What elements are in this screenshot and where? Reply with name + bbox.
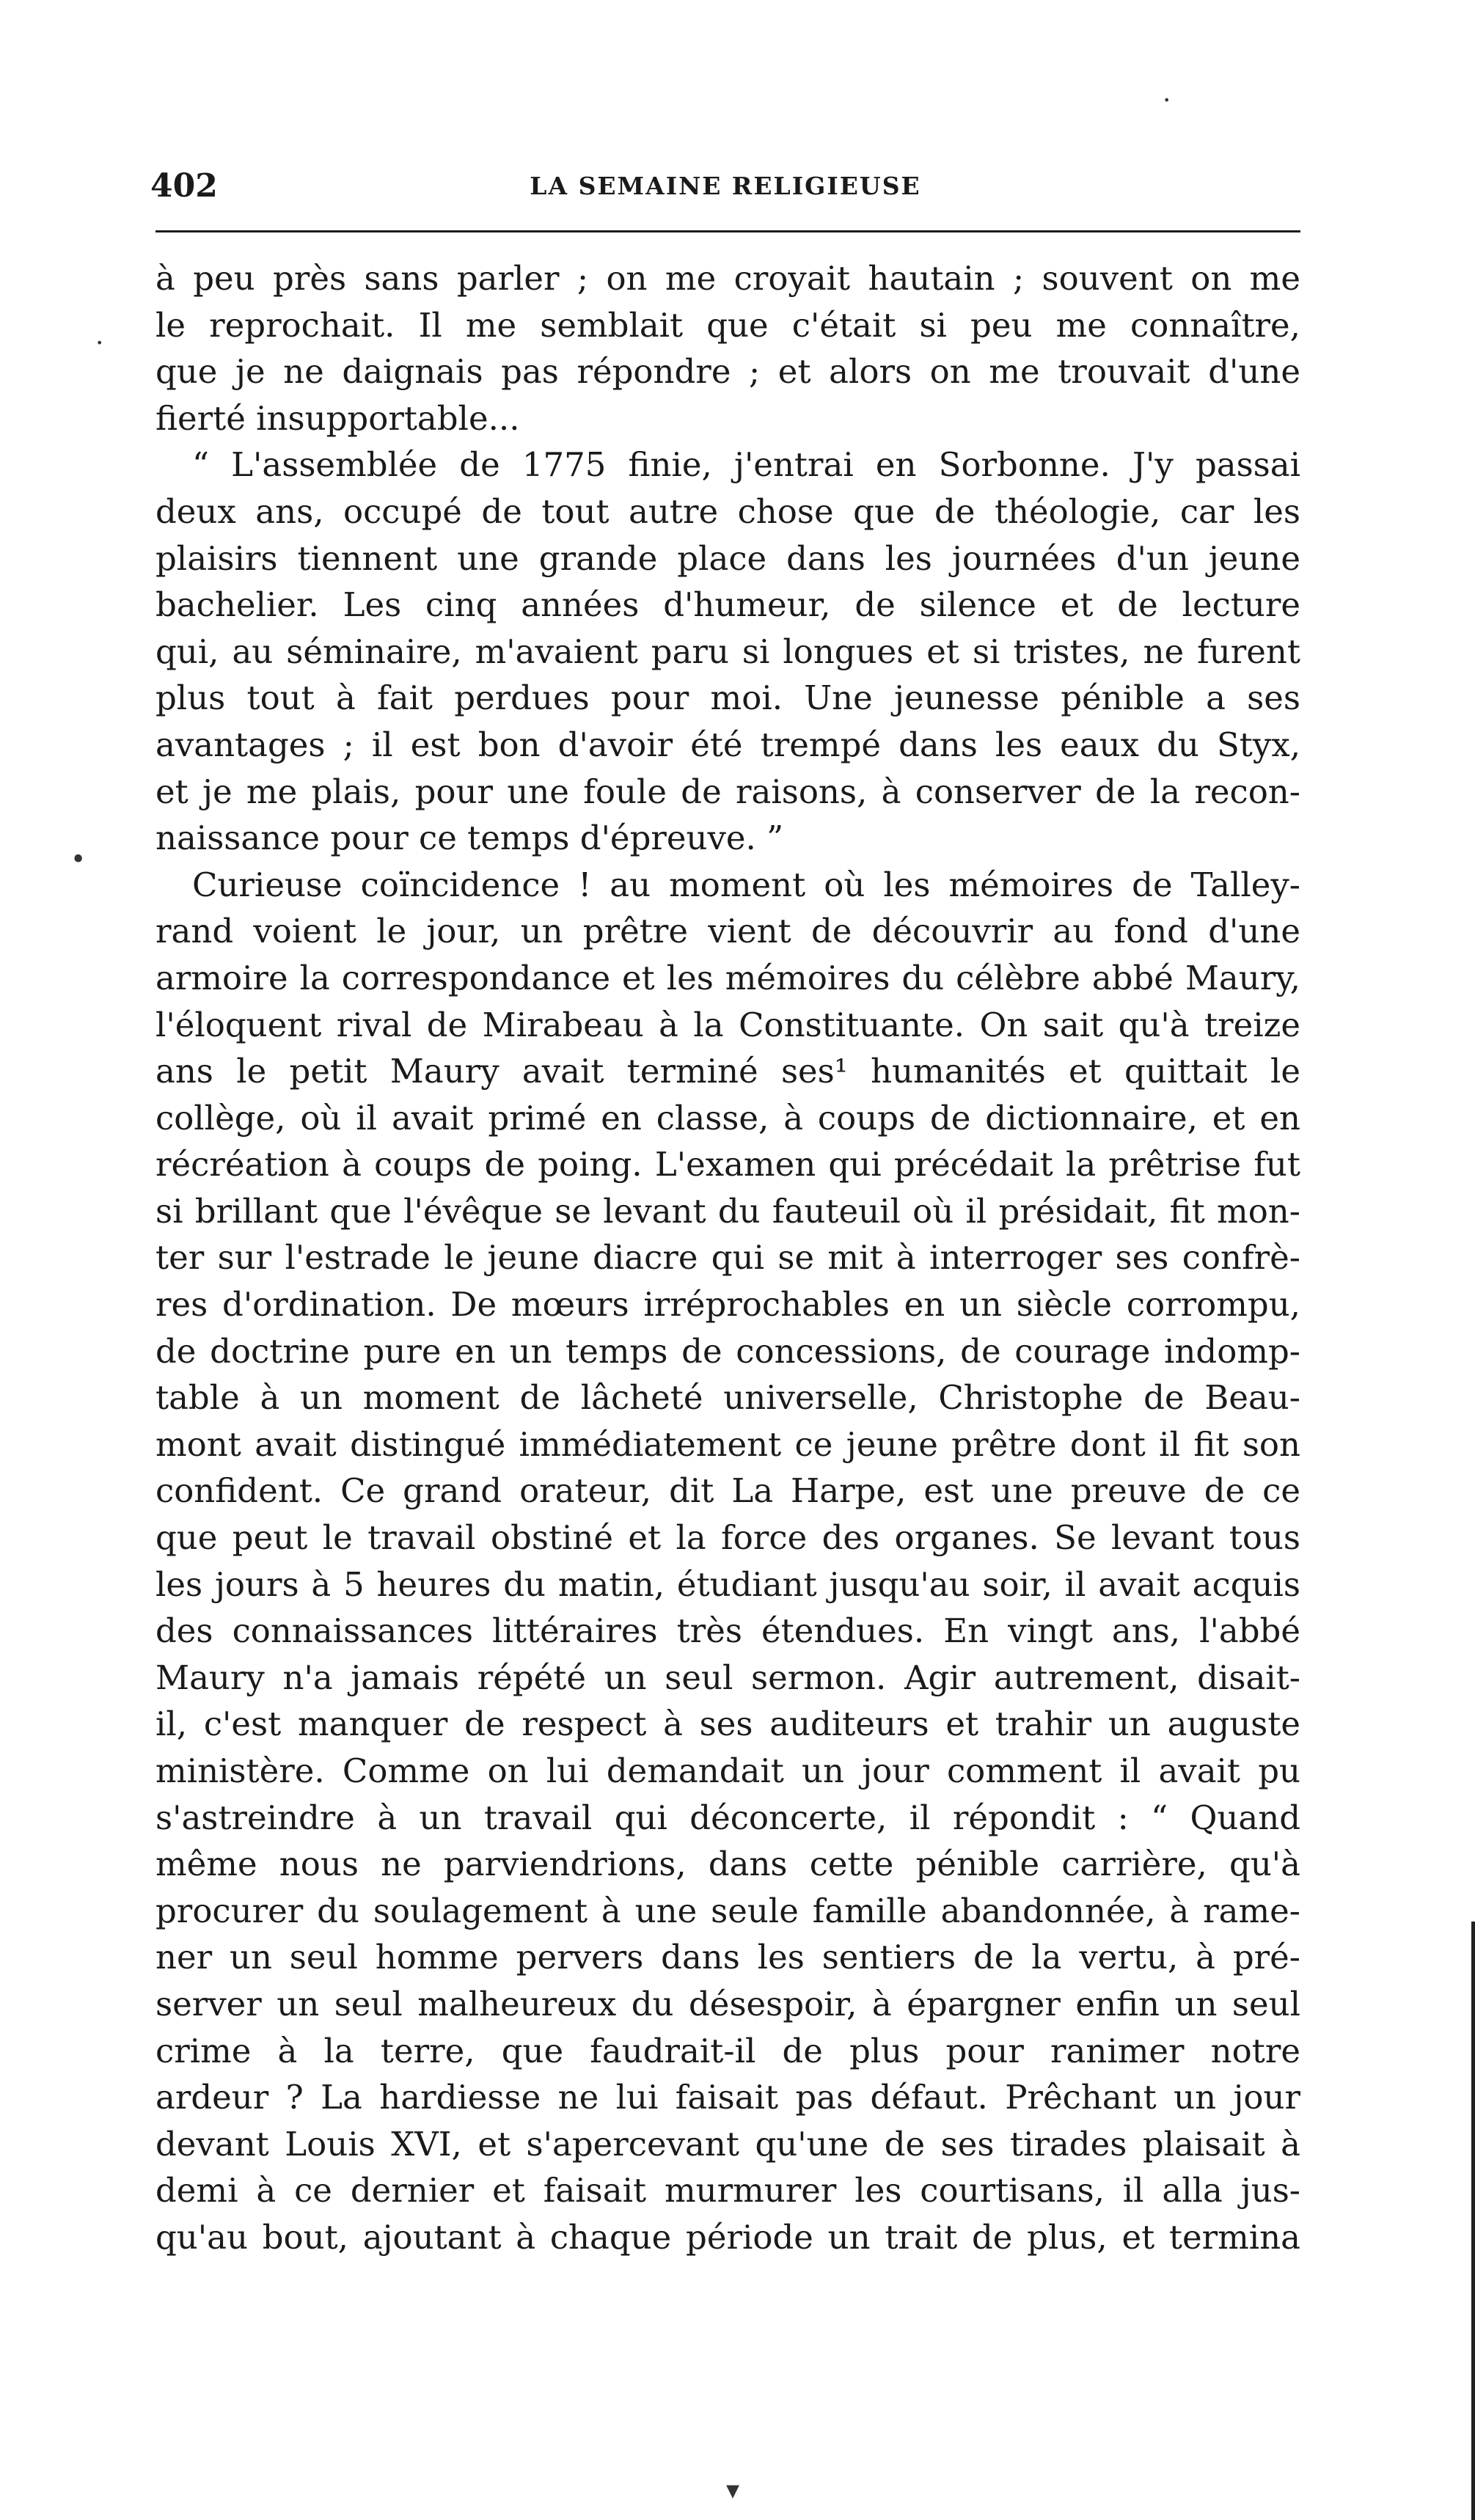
text-line: ner un seul homme pervers dans les sentiers de la vertu, à pré- (155, 1938, 1300, 1977)
text-line: à peu près sans parler ; on me croyait hautain ; souvent on me (155, 259, 1300, 298)
text-line: de doctrine pure en un temps de concessions, de courage indomp- (155, 1331, 1300, 1371)
running-title: LA SEMAINE RELIGIEUSE (530, 172, 921, 200)
text-line: plus tout à fait perdues pour moi. Une jeunesse pénible a ses (155, 678, 1300, 718)
margin-dot: ▾ (726, 2475, 740, 2505)
text-line: ter sur l'estrade le jeune diacre qui se mit à interroger ses confrè- (155, 1238, 1300, 1278)
text-line: ardeur ? La hardiesse ne lui faisait pas défaut. Prêchant un jour (155, 2078, 1300, 2117)
text-line: Maury n'a jamais répété un seul sermon. Agir autrement, disait- (155, 1658, 1300, 1697)
header-rule (155, 230, 1300, 232)
text-line: devant Louis XVI, et s'apercevant qu'une de ses tirades plaisait à (155, 2124, 1300, 2164)
page-number: 402 (150, 167, 218, 205)
text-line: si brillant que l'évêque se levant du fauteuil où il présidait, fit mon- (155, 1191, 1300, 1231)
text-line: qui, au séminaire, m'avaient paru si longues et si tristes, ne furent (155, 631, 1300, 671)
text-line: que peut le travail obstiné et la force des organes. Se levant tous (155, 1518, 1300, 1558)
text-line: “ L'assemblée de 1775 finie, j'entrai en Sorbonne. J'y passai (192, 445, 1300, 485)
text-line: naissance pour ce temps d'épreuve. ” (155, 818, 784, 858)
page-header (150, 163, 1300, 210)
text-line: fierté insupportable... (155, 398, 520, 438)
text-line: s'astreindre à un travail qui déconcerte, il répondit : “ Quand (155, 1798, 1300, 1837)
text-line: plaisirs tiennent une grande place dans les journées d'un jeune (155, 538, 1300, 578)
text-line: deux ans, occupé de tout autre chose que de théologie, car les (155, 491, 1300, 531)
text-line: res d'ordination. De mœurs irréprochables en un siècle corrompu, (155, 1285, 1300, 1325)
text-line: ans le petit Maury avait terminé ses¹ humanités et quittait le (155, 1052, 1300, 1091)
text-line: Curieuse coïncidence ! au moment où les mémoires de Talley- (192, 865, 1300, 904)
edge-mark (1471, 1922, 1475, 2520)
text-line: l'éloquent rival de Mirabeau à la Constituante. On sait qu'à treize (155, 1005, 1300, 1044)
text-line: les jours à 5 heures du matin, étudiant jusqu'au soir, il avait acquis (155, 1564, 1300, 1604)
text-line: crime à la terre, que faudrait-il de plus pour ranimer notre (155, 2031, 1300, 2070)
text-line: armoire la correspondance et les mémoires du célèbre abbé Maury, (155, 958, 1300, 997)
text-line: ministère. Comme on lui demandait un jour comment il avait pu (155, 1751, 1300, 1790)
body-text (155, 255, 1300, 2261)
text-line: confident. Ce grand orateur, dit La Harpe, est une preuve de ce (155, 1471, 1300, 1511)
text-line: bachelier. Les cinq années d'humeur, de silence et de lecture (155, 585, 1300, 625)
text-line: mont avait distingué immédiatement ce jeune prêtre dont il fit son (155, 1424, 1300, 1464)
text-line: demi à ce dernier et faisait murmurer les courtisans, il alla jus- (155, 2171, 1300, 2211)
text-line: même nous ne parviendrions, dans cette pénible carrière, qu'à (155, 1845, 1300, 1884)
text-line: il, c'est manquer de respect à ses auditeurs et trahir un auguste (155, 1704, 1300, 1744)
text-line: table à un moment de lâcheté universelle, Christophe de Beau- (155, 1378, 1300, 1418)
text-line: récréation à coups de poing. L'examen qui précédait la prêtrise fut (155, 1145, 1300, 1184)
text-line: et je me plais, pour une foule de raisons, à conserver de la recon- (155, 772, 1300, 811)
text-line: le reprochait. Il me semblait que c'était si peu me connaître, (155, 305, 1300, 345)
margin-dot: . (95, 321, 104, 351)
text-line: server un seul malheureux du désespoir, à épargner enfin un seul (155, 1984, 1300, 2023)
text-line: collège, où il avait primé en classe, à coups de dictionnaire, et en (155, 1098, 1300, 1138)
text-line: rand voient le jour, un prêtre vient de découvrir au fond d'une (155, 912, 1300, 951)
text-line: qu'au bout, ajoutant à chaque période un trait de plus, et termina (155, 2217, 1300, 2257)
text-line: avantages ; il est bon d'avoir été trempé dans les eaux du Styx, (155, 725, 1300, 764)
text-line: que je ne daignais pas répondre ; et alors on me trouvait d'une (155, 352, 1300, 392)
margin-dot: • (70, 845, 87, 875)
text-line: des connaissances littéraires très étendues. En vingt ans, l'abbé (155, 1611, 1300, 1651)
margin-dot: · (1163, 86, 1171, 116)
text-line: procurer du soulagement à une seule famille abandonnée, à rame- (155, 1891, 1300, 1930)
